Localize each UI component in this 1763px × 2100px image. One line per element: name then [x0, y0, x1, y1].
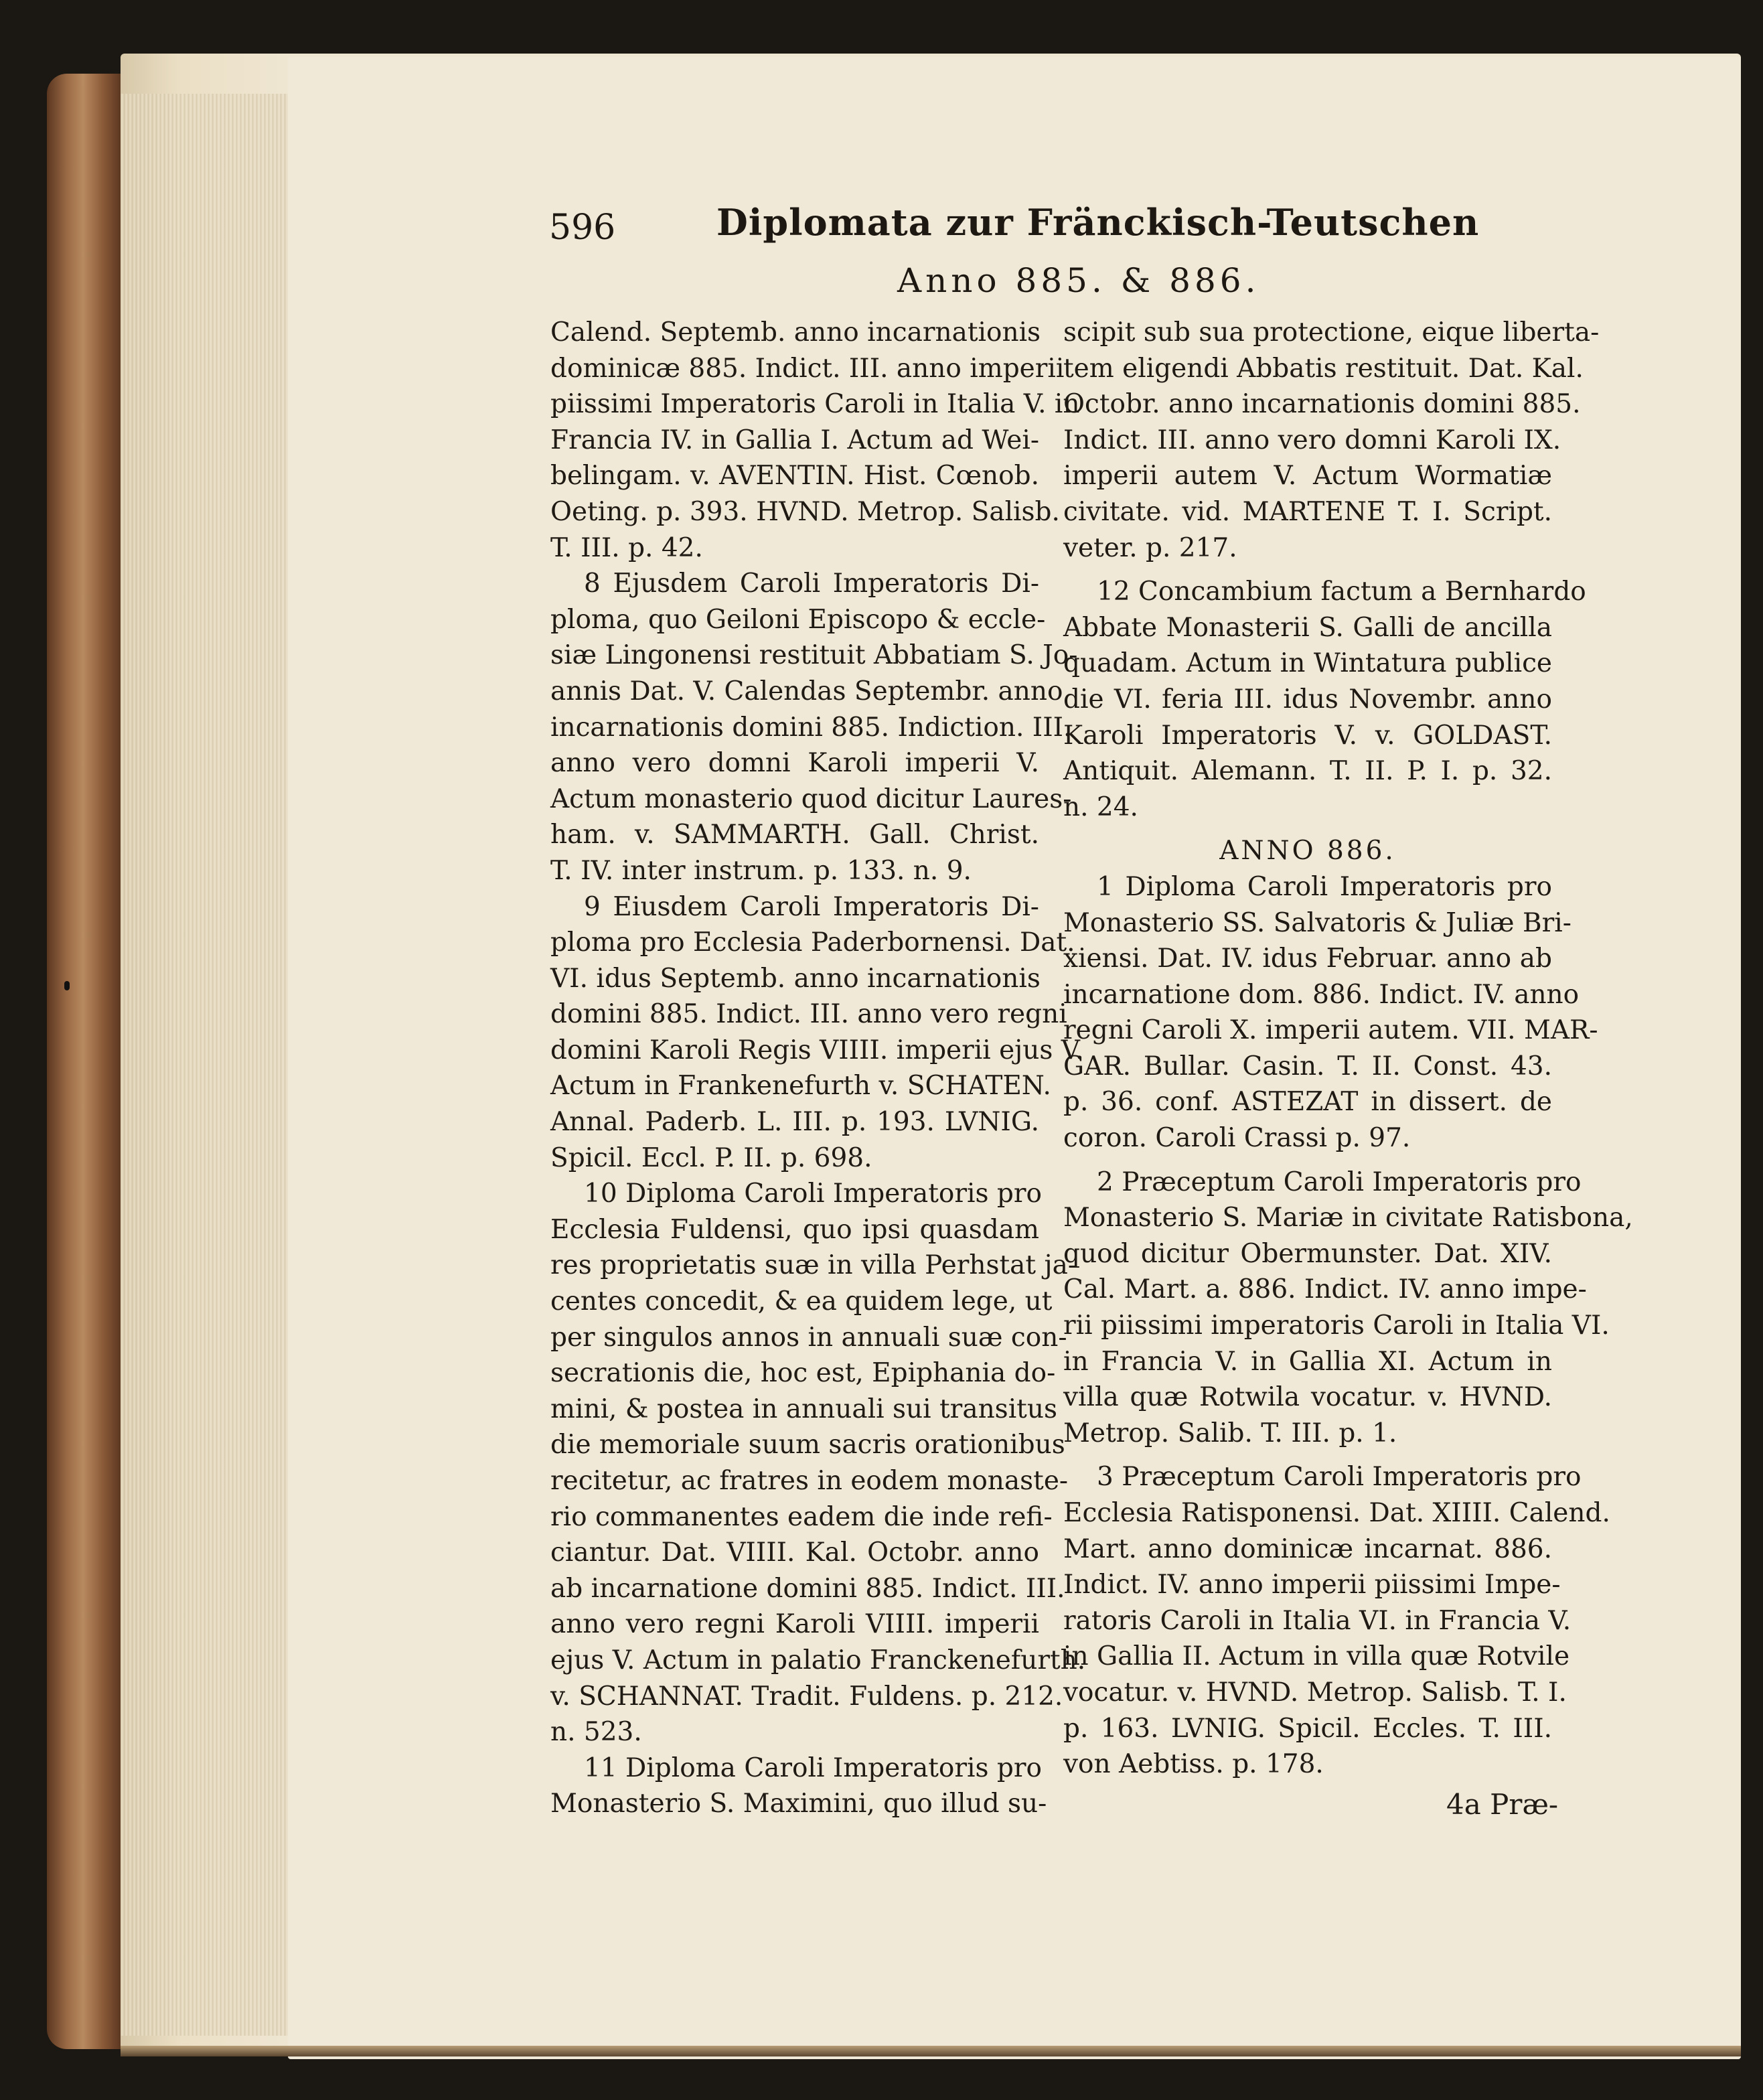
- spine-mark: [64, 981, 70, 990]
- text-line: rii piissimi imperatoris Caroli in Italia VI.: [1063, 1310, 1610, 1341]
- text-line: p. 163. LVNIG. Spicil. Eccles. T. III.: [1063, 1713, 1552, 1744]
- text-line: ploma, quo Geiloni Episcopo & eccle-: [550, 604, 1046, 635]
- text-line: 12 Concambium factum a Bernhardo: [1097, 577, 1586, 607]
- text-line: T. IV. inter instrum. p. 133. n. 9.: [550, 855, 972, 886]
- text-line: dominicæ 885. Indict. III. anno imperii: [550, 353, 1065, 384]
- text-line: Calend. Septemb. anno incarnationis: [550, 317, 1041, 348]
- text-line: GAR. Bullar. Casin. T. II. Const. 43.: [1063, 1051, 1552, 1081]
- text-line: 8 Ejusdem Caroli Imperatoris Di-: [584, 569, 1039, 599]
- text-line: piissimi Imperatoris Caroli in Italia V. in: [550, 389, 1080, 420]
- text-line: anno vero regni Karoli VIIII. imperii: [550, 1609, 1039, 1640]
- text-line: ciantur. Dat. VIIII. Kal. Octobr. anno: [550, 1538, 1039, 1568]
- text-line: 10 Diploma Caroli Imperatoris pro: [584, 1179, 1042, 1209]
- text-line: Metrop. Salib. T. III. p. 1.: [1063, 1418, 1397, 1448]
- text-line: n. 24.: [1063, 792, 1138, 822]
- text-line: incarnationis domini 885. Indiction. III.: [550, 712, 1072, 743]
- text-line: annis Dat. V. Calendas Septembr. anno: [550, 676, 1063, 706]
- page-stack-edge: [121, 94, 288, 2036]
- text-line: incarnatione dom. 886. Indict. IV. anno: [1063, 979, 1580, 1010]
- text-line: ploma pro Ecclesia Paderbornensi. Dat.: [550, 927, 1075, 958]
- text-line: res proprietatis suæ in villa Perhstat ja-: [550, 1250, 1077, 1281]
- text-line: Actum monasterio quod dicitur Laures-: [550, 783, 1072, 814]
- catchword: 4a Præ-: [1446, 1788, 1559, 1821]
- text-line: von Aebtiss. p. 178.: [1063, 1749, 1324, 1780]
- text-line: xiensi. Dat. IV. idus Februar. anno ab: [1063, 944, 1552, 974]
- text-line: domini Karoli Regis VIIII. imperii ejus V.: [550, 1035, 1084, 1065]
- text-line: civitate. vid. MARTENE T. I. Script.: [1063, 496, 1552, 527]
- text-line: quadam. Actum in Wintatura publice: [1063, 648, 1552, 679]
- text-line: Antiquit. Alemann. T. II. P. I. p. 32.: [1063, 756, 1552, 787]
- text-line: 3 Præceptum Caroli Imperatoris pro: [1097, 1462, 1582, 1493]
- text-line: recitetur, ac fratres in eodem monaste-: [550, 1466, 1069, 1496]
- text-line: ab incarnatione domini 885. Indict. III.: [550, 1573, 1065, 1604]
- text-line: die memoriale suum sacris orationibus: [550, 1430, 1065, 1460]
- text-line: tem eligendi Abbatis restituit. Dat. Kal.: [1063, 353, 1584, 384]
- text-line: belingam. v. AVENTIN. Hist. Cœnob.: [550, 461, 1039, 492]
- text-line: imperii autem V. Actum Wormatiæ: [1063, 461, 1552, 492]
- year-heading: Anno 885. & 886.: [897, 261, 1260, 300]
- book-spine-edge: [47, 74, 127, 2049]
- text-line: veter. p. 217.: [1063, 532, 1237, 563]
- text-line: Spicil. Eccl. P. II. p. 698.: [550, 1142, 872, 1173]
- text-line: per singulos annos in annuali suæ con-: [550, 1322, 1067, 1353]
- text-line: Monasterio SS. Salvatoris & Juliæ Bri-: [1063, 907, 1572, 938]
- text-line: Oeting. p. 393. HVND. Metrop. Salisb.: [550, 496, 1060, 527]
- text-line: Mart. anno dominicæ incarnat. 886.: [1063, 1533, 1552, 1564]
- text-line: in Francia V. in Gallia XI. Actum in: [1063, 1346, 1552, 1377]
- text-line: vocatur. v. HVND. Metrop. Salisb. T. I.: [1063, 1677, 1567, 1708]
- text-line: centes concedit, & ea quidem lege, ut: [550, 1286, 1053, 1317]
- text-line: Octobr. anno incarnationis domini 885.: [1063, 389, 1581, 420]
- text-line: die VI. feria III. idus Novembr. anno: [1063, 684, 1552, 715]
- left-column: [550, 315, 1086, 1822]
- text-line: Abbate Monasterii S. Galli de ancilla: [1063, 612, 1552, 643]
- text-line: Annal. Paderb. L. III. p. 193. LVNIG.: [550, 1107, 1039, 1138]
- page-number: 596: [549, 208, 616, 248]
- text-line: 2 Præceptum Caroli Imperatoris pro: [1097, 1167, 1582, 1197]
- text-line: Indict. IV. anno imperii piissimi Impe-: [1063, 1570, 1561, 1600]
- text-line: villa quæ Rotwila vocatur. v. HVND.: [1063, 1382, 1552, 1413]
- text-line: quod dicitur Obermunster. Dat. XIV.: [1063, 1238, 1552, 1269]
- text-line: scipit sub sua protectione, eique liberta-: [1063, 317, 1600, 348]
- text-line: Indict. III. anno vero domni Karoli IX.: [1063, 425, 1561, 455]
- text-line: 9 Eiusdem Caroli Imperatoris Di-: [584, 891, 1039, 922]
- text-line: Ecclesia Fuldensi, quo ipsi quasdam: [550, 1214, 1039, 1245]
- text-line: domini 885. Indict. III. anno vero regni: [550, 999, 1067, 1030]
- text-line: regni Caroli X. imperii autem. VII. MAR-: [1063, 1015, 1598, 1046]
- text-line: secrationis die, hoc est, Epiphania do-: [550, 1358, 1056, 1389]
- text-line: n. 523.: [550, 1717, 642, 1748]
- text-line: Monasterio S. Maximini, quo illud su-: [550, 1789, 1047, 1819]
- text-line: 11 Diploma Caroli Imperatoris pro: [584, 1752, 1042, 1783]
- text-line: Ecclesia Ratisponensi. Dat. XIIII. Calend.: [1063, 1498, 1610, 1528]
- text-line: coron. Caroli Crassi p. 97.: [1063, 1123, 1411, 1154]
- text-line: in Gallia II. Actum in villa quæ Rotvile: [1063, 1641, 1570, 1672]
- text-line: mini, & postea in annuali sui transitus: [550, 1394, 1057, 1424]
- text-line: anno vero domni Karoli imperii V.: [550, 748, 1039, 779]
- page-header: [549, 194, 1480, 261]
- text-line: Cal. Mart. a. 886. Indict. IV. anno impe-: [1063, 1274, 1587, 1305]
- book-bottom-edge: [121, 2046, 1741, 2056]
- text-line: Karoli Imperatoris V. v. GOLDAST.: [1063, 720, 1552, 751]
- right-column: [1063, 315, 1633, 1783]
- text-line: 1 Diploma Caroli Imperatoris pro: [1097, 871, 1552, 902]
- text-line: rio commanentes eadem die inde refi-: [550, 1501, 1053, 1532]
- text-line: VI. idus Septemb. anno incarnationis: [550, 963, 1041, 994]
- text-line: p. 36. conf. ASTEZAT in dissert. de: [1063, 1087, 1552, 1118]
- section-heading: ANNO 886.: [1219, 836, 1396, 867]
- running-title: Diplomata zur Fränckisch-Teutschen: [716, 201, 1480, 244]
- text-line: v. SCHANNAT. Tradit. Fuldens. p. 212.: [550, 1681, 1063, 1712]
- text-line: T. III. p. 42.: [550, 532, 703, 563]
- text-line: siæ Lingonensi restituit Abbatiam S. Jo-: [550, 640, 1078, 671]
- text-line: Actum in Frankenefurth v. SCHATEN.: [550, 1071, 1051, 1102]
- text-line: Monasterio S. Mariæ in civitate Ratisbona,: [1063, 1203, 1633, 1233]
- text-line: Francia IV. in Gallia I. Actum ad Wei-: [550, 425, 1039, 455]
- text-line: ejus V. Actum in palatio Franckenefurth.: [550, 1645, 1086, 1675]
- text-line: ham. v. SAMMARTH. Gall. Christ.: [550, 820, 1039, 850]
- text-line: ratoris Caroli in Italia VI. in Francia V.: [1063, 1605, 1572, 1636]
